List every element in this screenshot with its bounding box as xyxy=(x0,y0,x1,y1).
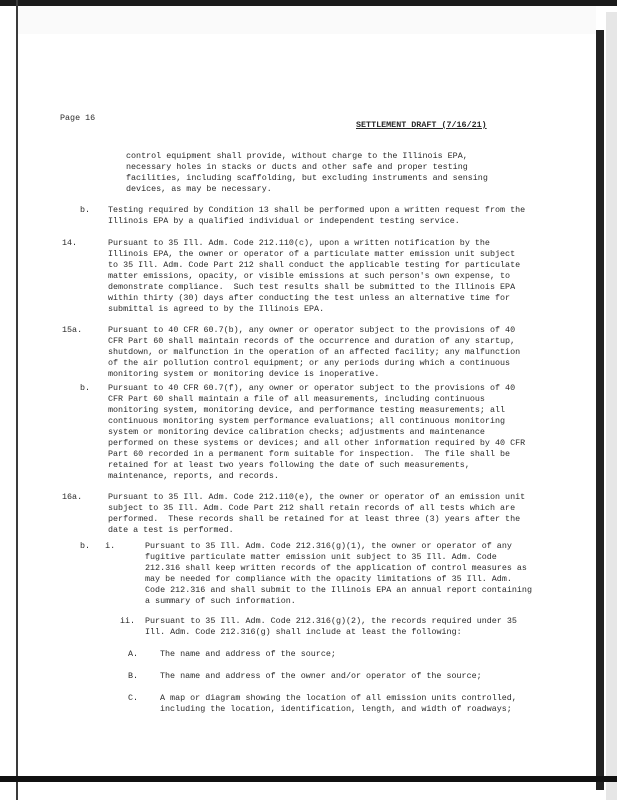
text-line: facilities, including scaffolding, but excluding instruments and sensing xyxy=(126,173,488,183)
text-line: demonstrate compliance. Such test results shall be submitted to the Illinois EPA xyxy=(108,282,516,292)
text-line: within thirty (30) days after conducting the test unless an alternative time for xyxy=(108,293,511,303)
item-label: B. xyxy=(128,671,139,681)
item-label: b. xyxy=(80,383,91,393)
text-line: control equipment shall provide, without charge to the Illinois EPA, xyxy=(126,151,468,161)
text-line: matter emissions, opacity, or visible emissions at such person's own expense, to xyxy=(108,271,511,281)
page-number: Page 16 xyxy=(60,113,96,123)
text-line: performed. These records shall be retained for at least three (3) years after the xyxy=(108,514,521,524)
text-line: Pursuant to 40 CFR 60.7(f), any owner or operator subject to the provisions of 40 xyxy=(108,383,516,393)
item-label: b. i. xyxy=(80,541,116,551)
item-label: b. xyxy=(80,205,91,215)
text-line: Illinois EPA, the owner or operator of a particulate matter emission unit subject xyxy=(108,249,516,259)
text-line: Part 60 recorded in a permanent form suitable for inspection. The file shall be xyxy=(108,449,511,459)
item-label: 14. xyxy=(62,238,78,248)
text-line: Testing required by Condition 13 shall be performed upon a written request from the xyxy=(108,205,526,215)
text-line: monitoring system or monitoring device is inoperative. xyxy=(108,369,380,379)
text-line: retained for at least two years following the date of such measurements, xyxy=(108,460,470,470)
text-line: date a test is performed. xyxy=(108,525,234,535)
text-line: Pursuant to 35 Ill. Adm. Code 212.110(c), upon a written notification by the xyxy=(108,238,490,248)
text-line: a summary of such information. xyxy=(145,596,296,606)
item-label: C. xyxy=(128,693,139,703)
item-label: 15a. xyxy=(62,325,83,335)
text-line: continuous monitoring system performance evaluations; all continuous monitoring xyxy=(108,416,506,426)
text-line: submittal is agreed to by the Illinois EPA. xyxy=(108,304,325,314)
text-line: may be needed for compliance with the opacity limitations of 35 Ill. Adm. xyxy=(145,574,512,584)
text-line: system or monitoring device calibration checks; adjustments and maintenance xyxy=(108,427,485,437)
text-line: A map or diagram showing the location of all emission units controlled, xyxy=(160,693,517,703)
text-line: CFR Part 60 shall maintain records of the occurrence and duration of any startup, xyxy=(108,336,516,346)
item-label: 16a. xyxy=(62,492,83,502)
text-line: The name and address of the source; xyxy=(160,649,336,659)
text-line: devices, as may be necessary. xyxy=(126,184,272,194)
text-line: of the air pollution control equipment; or any periods during which a continuous xyxy=(108,358,511,368)
text-line: Ill. Adm. Code 212.316(g) shall include at least the following: xyxy=(145,627,462,637)
text-line: including the location, identification, length, and width of roadways; xyxy=(160,704,512,714)
text-line: monitoring system, monitoring device, and performance testing measurements; all xyxy=(108,405,506,415)
text-line: maintenance, reports, and records. xyxy=(108,471,279,481)
text-line: 212.316 shall keep written records of the application of control measures as xyxy=(145,563,527,573)
text-line: Illinois EPA by a qualified individual or independent testing service. xyxy=(108,216,460,226)
text-line: CFR Part 60 shall maintain a file of all measurements, including continuous xyxy=(108,394,485,404)
text-line: shutdown, or malfunction in the operation of an affected facility; any malfunction xyxy=(108,347,521,357)
text-line: The name and address of the owner and/or operator of the source; xyxy=(160,671,482,681)
text-line: necessary holes in stacks or ducts and other safe and proper testing xyxy=(126,162,468,172)
text-line: Pursuant to 35 Ill. Adm. Code 212.316(g)(2), the records required under 35 xyxy=(145,616,517,626)
text-line: Pursuant to 35 Ill. Adm. Code 212.110(e), the owner or operator of an emission unit xyxy=(108,492,526,502)
text-line: Pursuant to 40 CFR 60.7(b), any owner or operator subject to the provisions of 40 xyxy=(108,325,516,335)
draft-label: SETTLEMENT DRAFT (7/16/21) xyxy=(356,120,487,130)
text-line: Code 212.316 and shall submit to the Illinois EPA an annual report containing xyxy=(145,585,532,595)
text-line: subject to 35 Ill. Adm. Code Part 212 shall retain records of all tests which are xyxy=(108,503,516,513)
text-line: fugitive particulate matter emission unit subject to 35 Ill. Adm. Code xyxy=(145,552,497,562)
text-line: Pursuant to 35 Ill. Adm. Code 212.316(g)(1), the owner or operator of any xyxy=(145,541,512,551)
text-line: to 35 Ill. Adm. Code Part 212 shall conduct the applicable testing for particulate xyxy=(108,260,521,270)
item-label: A. xyxy=(128,649,139,659)
text-line: performed on these systems or devices; and all other information required by 40 CFR xyxy=(108,438,526,448)
item-label: ii. xyxy=(120,616,136,626)
